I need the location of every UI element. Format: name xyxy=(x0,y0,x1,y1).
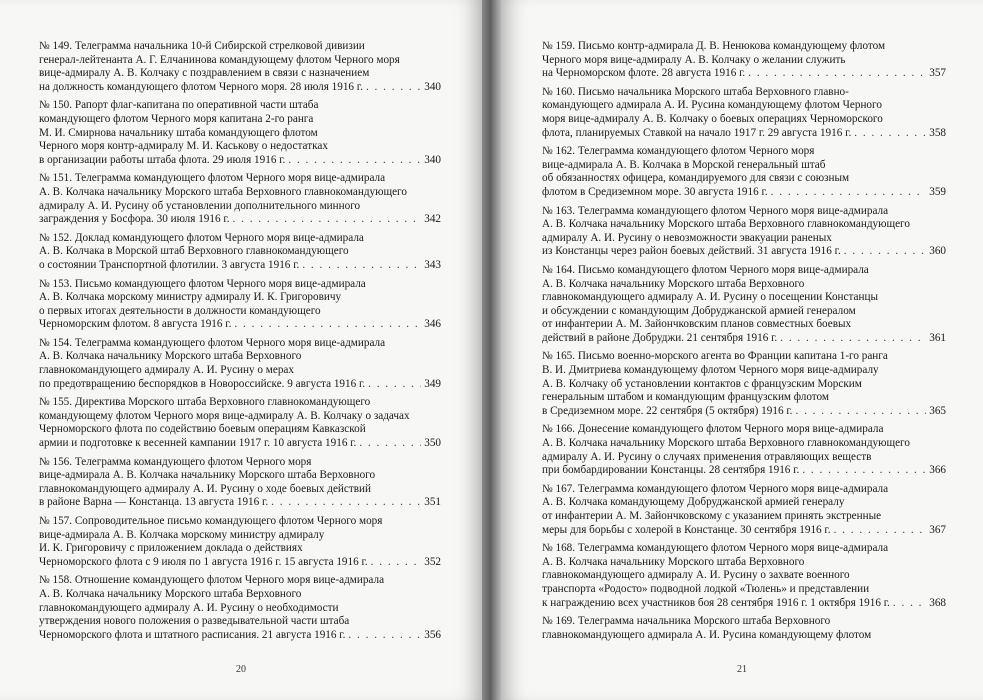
entry-last-line xyxy=(542,332,946,346)
entry-page-number: 351 xyxy=(424,496,441,509)
dot-leader xyxy=(748,67,926,81)
page-number-left: 20 xyxy=(236,664,246,675)
entry-last-line xyxy=(542,245,946,259)
toc-entry xyxy=(542,86,946,140)
entry-last-line xyxy=(39,629,441,643)
entry-line: № 163. Телеграмма командующего флотом Черного моря вице-адмирала xyxy=(542,204,889,217)
toc-entry xyxy=(542,542,946,610)
entry-line: главнокомандующего адмиралу А. И. Русину о необходимости xyxy=(39,601,339,614)
dot-leader xyxy=(233,213,422,227)
entry-text: меры для борьбы с холерой в Констанце. 30 сентября 1916 г. xyxy=(542,523,831,536)
entry-line: командующего флотом Черного моря капитана 2-го ранга xyxy=(39,112,314,125)
dot-leader xyxy=(844,245,926,259)
entry-line: М. И. Смирнова начальнику штаба командующего флотом xyxy=(39,126,318,139)
toc-entry xyxy=(542,350,946,418)
entry-line: № 166. Донесение командующего флотом Черного моря вице-адмирала xyxy=(542,423,884,436)
entry-page-number: 365 xyxy=(929,404,946,417)
entry-page-number: 346 xyxy=(424,318,441,331)
entry-text: из Констанцы через район боевых действий. 31 августа 1916 г. xyxy=(542,245,841,258)
entry-last-line xyxy=(542,405,946,419)
entry-line: № 167. Телеграмма командующего флотом Черного моря вице-адмирала xyxy=(542,482,889,495)
entry-page-number: 360 xyxy=(929,245,946,258)
entry-line: № 158. Отношение командующего флотом Черного моря вице-адмирала xyxy=(39,574,385,587)
entry-line: от инфантерии А. М. Зайончковскому с указанием принять экстренные xyxy=(542,510,882,522)
entry-line: Черноморского флота по содействию боевым операциям Кавказской xyxy=(39,423,366,436)
toc-entry xyxy=(542,423,946,477)
entry-line: № 152. Доклад командующего флотом Черного моря вице-адмирала xyxy=(39,231,364,244)
entry-line: № 160. Письмо начальника Морского штаба Верховного главно- xyxy=(542,85,849,98)
toc-entry xyxy=(39,574,441,642)
entry-last-line xyxy=(39,318,441,332)
entry-text: Черноморского флота с 9 июля по 1 августа 1916 г. 15 августа 1916 г. xyxy=(39,555,368,568)
entry-line: А. В. Колчака начальнику Морского штаба Верховного главнокомандующего xyxy=(39,185,407,198)
entry-line: вице-адмирала А. В. Колчака в Морской генеральный штаб xyxy=(542,158,826,171)
entry-line: № 168. Телеграмма командующего флотом Черного моря вице-адмирала xyxy=(542,542,889,555)
entry-line: № 156. Телеграмма командующего флотом Черного моря xyxy=(39,455,312,468)
entry-line: Черного моря вице-адмиралу А. В. Колчаку о желании служить xyxy=(542,53,846,66)
entry-last-line xyxy=(39,213,441,227)
toc-entry xyxy=(39,278,441,332)
toc-entry xyxy=(39,337,441,391)
entry-page-number: 359 xyxy=(929,185,946,198)
entry-last-line xyxy=(39,154,441,168)
entry-line: вице-адмирала А. В. Колчака морскому министру адмиралу xyxy=(39,528,325,541)
entry-last-line xyxy=(542,524,946,538)
entry-page-number: 358 xyxy=(929,126,946,139)
book-spine xyxy=(482,0,501,700)
entry-line: И. К. Григоровичу с приложением доклада о действиях xyxy=(39,542,303,555)
entry-line: № 155. Директива Морского штаба Верховного главнокомандующего xyxy=(39,396,371,409)
toc-entry xyxy=(542,40,946,81)
entry-line: А. В. Колчака начальнику Морского штаба Верховного xyxy=(542,277,805,290)
dot-leader xyxy=(368,378,421,392)
entry-line: вице-адмирала А. В. Колчака начальнику Морского штаба Верховного xyxy=(39,469,376,482)
entry-text: в организации работы штаба флота. 29 июля 1916 г. xyxy=(39,153,286,166)
entry-last-line xyxy=(39,437,441,451)
entry-line: транспорта «Родосто» подводной лодкой «Тюлень» и представлении xyxy=(542,582,870,595)
toc-entry xyxy=(542,483,946,537)
entry-page-number: 357 xyxy=(929,67,946,80)
entry-line: В. И. Дмитриева командующему флотом Черного моря вице-адмиралу xyxy=(542,364,879,377)
entry-line: генеральным штабом и командующим французским флотом xyxy=(542,391,830,404)
entry-last-line xyxy=(39,496,441,510)
dot-leader xyxy=(834,524,927,538)
dot-leader xyxy=(771,186,927,200)
entry-line: главнокомандующего адмиралу А. И. Русину о мерах xyxy=(39,364,294,377)
entry-line: № 150. Рапорт флаг-капитана по оперативной части штаба xyxy=(39,99,319,112)
entry-line: А. В. Колчака начальнику Морского штаба Верховного главнокомандующего xyxy=(542,218,910,231)
toc-entry xyxy=(39,515,441,569)
right-entries xyxy=(542,40,946,647)
entry-line: № 154. Телеграмма командующего флотом Черного моря вице-адмирала xyxy=(39,336,386,349)
entry-page-number: 340 xyxy=(424,80,441,93)
right-page xyxy=(501,0,983,700)
entry-last-line xyxy=(39,81,441,95)
entry-last-line xyxy=(542,127,946,141)
entry-text: о состоянии Транспортной флотилии. 3 августа 1916 г. xyxy=(39,258,300,271)
dot-leader xyxy=(359,437,421,451)
entry-line: моря вице-адмиралу А. В. Колчаку о боевых операциях Черноморского xyxy=(542,112,883,125)
toc-entry xyxy=(39,396,441,450)
entry-page-number: 367 xyxy=(929,523,946,536)
entry-text: по предотвращению беспорядков в Новороссийске. 9 августа 1916 г. xyxy=(39,377,366,390)
dot-leader xyxy=(302,259,421,273)
entry-text: к награждению всех участников боя 28 сентября 1916 г. 1 октября 1916 г. xyxy=(542,596,890,609)
entry-line: А. В. Колчака начальнику Морского штаба Верховного xyxy=(39,587,302,600)
entry-line: адмиралу А. И. Русину о случаях применения отравляющих веществ xyxy=(542,450,872,463)
entry-line: о первых итогах деятельности в должности командующего xyxy=(39,304,321,317)
entry-line: № 165. Письмо военно-морского агента во Франции капитана 1-го ранга xyxy=(542,350,888,363)
dot-leader xyxy=(271,496,421,510)
left-page xyxy=(0,0,482,700)
entry-line: А. В. Колчаку об установлении контактов с французским Морским xyxy=(542,377,862,390)
entry-page-number: 356 xyxy=(424,628,441,641)
entry-last-line xyxy=(542,186,946,200)
entry-text: заграждения у Босфора. 30 июля 1916 г. xyxy=(39,213,230,226)
entry-page-number: 361 xyxy=(929,331,946,344)
entry-page-number: 343 xyxy=(424,258,441,271)
entry-page-number: 342 xyxy=(424,213,441,226)
entry-line: главнокомандующего адмиралу А. И. Русину о посещении Констанцы xyxy=(542,291,878,304)
entry-line: А. В. Колчака в Морской штаб Верховного главнокомандующего xyxy=(39,245,349,258)
entry-line: адмиралу А. И. Русину о невозможности эвакуации раненых xyxy=(542,231,832,244)
entry-line: № 153. Письмо командующего флотом Черного моря вице-адмирала xyxy=(39,277,366,290)
dot-leader xyxy=(348,629,421,643)
dot-leader xyxy=(780,332,926,346)
entry-text: действий в районе Добруджи. 21 сентября 1916 г. xyxy=(542,331,778,344)
entry-line: об обязанностях офицера, командируемого для связи с союзным xyxy=(542,172,850,185)
entry-text: армии и подготовке к весенней кампании 1917 г. 10 августа 1916 г. xyxy=(39,437,357,450)
entry-text: на Черноморском флоте. 28 августа 1916 г. xyxy=(542,67,746,80)
entry-text: при бомбардировании Констанцы. 28 сентября 1916 г. xyxy=(542,464,800,477)
dot-leader xyxy=(893,597,926,611)
entry-line: № 169. Телеграмма начальника Морского штаба Верховного xyxy=(542,615,831,628)
entry-line: А. В. Колчака начальнику Морского штаба Верховного xyxy=(39,350,302,363)
entry-page-number: 349 xyxy=(424,377,441,390)
entry-last-line xyxy=(39,378,441,392)
toc-entry xyxy=(542,205,946,259)
entry-page-number: 340 xyxy=(424,153,441,166)
entry-line: от инфантерии А. М. Зайончковским планов совместных боевых xyxy=(542,318,852,331)
entry-page-number: 366 xyxy=(929,464,946,477)
entry-text: на должность командующего флотом Черного моря. 28 июля 1916 г. xyxy=(39,80,363,93)
left-entries xyxy=(39,40,441,647)
entry-line: и обсуждении с командующим Добруджанской армией генералом xyxy=(542,304,856,317)
entry-text: Черноморским флотом. 8 августа 1916 г. xyxy=(39,318,232,331)
toc-entry xyxy=(39,99,441,167)
entry-line: командующего адмирала А. И. Русина командующему флотом Черного xyxy=(542,99,882,112)
entry-line: № 157. Сопроводительное письмо командующего флотом Черного моря xyxy=(39,515,383,527)
entry-line: А. В. Колчака морскому министру адмиралу И. К. Григоровичу xyxy=(39,291,342,304)
toc-entry xyxy=(39,172,441,226)
toc-entry xyxy=(542,145,946,199)
entry-text: флотом в Средиземном море. 30 августа 1916 г. xyxy=(542,185,768,198)
page-number-right: 21 xyxy=(737,664,747,675)
entry-line: главнокомандующего адмиралу А. И. Русину о захвате военного xyxy=(542,569,850,582)
entry-line: главнокомандующего адмирала А. И. Русина командующему флотом xyxy=(542,628,872,641)
toc-entry xyxy=(542,264,946,346)
entry-text: флота, планируемых Ставкой на начало 1917 г. 29 августа 1916 г. xyxy=(542,126,852,139)
dot-leader xyxy=(802,464,926,478)
entry-last-line xyxy=(542,464,946,478)
entry-last-line xyxy=(542,67,946,81)
entry-line: А. В. Колчака начальнику Морского штаба Верховного xyxy=(542,555,805,568)
entry-line: Черного моря контр-адмиралу М. И. Каськову о недостатках xyxy=(39,140,328,153)
entry-text: Черноморского флота и штатного расписания. 21 августа 1916 г. xyxy=(39,628,346,641)
entry-line: утверждения нового положения о разведывательной части штаба xyxy=(39,615,350,628)
entry-line: командующему флотом Черного моря вице-адмиралу А. В. Колчаку о задачах xyxy=(39,409,410,422)
entry-line: № 151. Телеграмма командующего флотом Черного моря вице-адмирала xyxy=(39,172,386,185)
dot-leader xyxy=(234,318,421,332)
entry-line: № 159. Письмо контр-адмирала Д. В. Ненюкова командующему флотом xyxy=(542,40,886,52)
entry-line: вице-адмиралу А. В. Колчаку с поздравлением в связи с назначением xyxy=(39,67,370,80)
entry-line: адмиралу А. И. Русину об установлении дополнительного минного xyxy=(39,199,361,212)
entry-page-number: 368 xyxy=(929,596,946,609)
entry-last-line xyxy=(39,556,441,570)
entry-last-line xyxy=(39,259,441,273)
entry-line: № 164. Письмо командующего флотом Черного моря вице-адмирала xyxy=(542,263,869,276)
dot-leader xyxy=(288,154,421,168)
dot-leader xyxy=(795,405,926,419)
entry-line: А. В. Колчака начальнику Морского штаба Верховного главнокомандующего xyxy=(542,437,910,450)
entry-text: в районе Варна — Констанца. 13 августа 1916 г. xyxy=(39,496,269,509)
toc-entry xyxy=(39,232,441,273)
toc-entry xyxy=(39,40,441,94)
dot-leader xyxy=(366,81,421,95)
entry-line: № 162. Телеграмма командующего флотом Черного моря xyxy=(542,145,815,158)
dot-leader xyxy=(854,127,926,141)
dot-leader xyxy=(371,556,422,570)
entry-line: № 149. Телеграмма начальника 10-й Сибирской стрелковой дивизии xyxy=(39,40,365,52)
entry-line: главнокомандующего адмиралу А. И. Русину о ходе боевых действий xyxy=(39,482,372,495)
toc-entry xyxy=(542,615,946,642)
entry-page-number: 350 xyxy=(424,437,441,450)
entry-text: в Средиземном море. 22 сентября (5 октября) 1916 г. xyxy=(542,404,793,417)
entry-line: генерал-лейтенанта А. Г. Елчанинова командующему флотом Черного моря xyxy=(39,53,400,66)
entry-last-line xyxy=(542,597,946,611)
entry-page-number: 352 xyxy=(424,555,441,568)
entry-line: А. В. Колчака командующему Добруджанской армией генералу xyxy=(542,496,845,509)
toc-entry xyxy=(39,456,441,510)
